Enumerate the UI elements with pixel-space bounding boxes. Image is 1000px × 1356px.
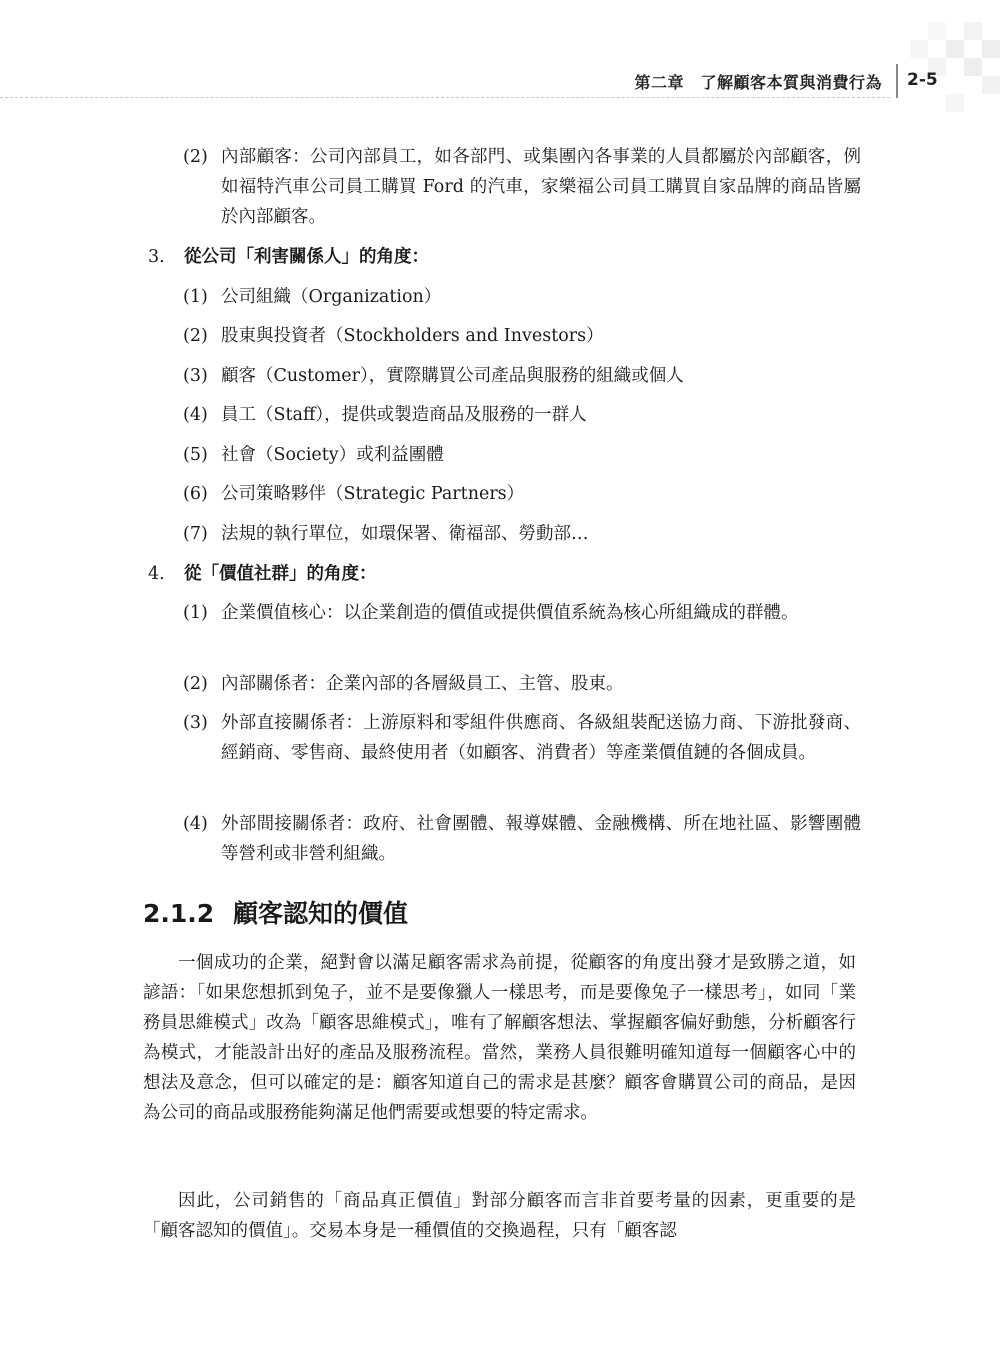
list-item-text: 顧客（Customer），實際購買公司產品與服務的組織或個人 xyxy=(221,366,684,386)
list-item-text: 法規的執行單位，如環保署、衛福部、勞動部… xyxy=(221,524,589,544)
list-item-number: (4) xyxy=(183,814,208,834)
list-item-number: (7) xyxy=(183,524,208,544)
list-item-number: (1) xyxy=(183,287,208,307)
header-separator xyxy=(896,64,898,98)
list-item-text: 外部間接關係者：政府、社會團體、報導媒體、金融機構、所在地社區、影響團體等營利或非營利組織。 xyxy=(221,814,861,864)
page-number: 2-5 xyxy=(907,70,938,90)
subheading-number: 4. xyxy=(148,564,165,584)
list-item-text: 內部關係者：企業內部的各層級員工、主管、股東。 xyxy=(221,674,624,694)
section-number: 2.1.2 xyxy=(143,899,215,928)
subheading-stakeholders xyxy=(148,242,429,272)
list-item-text: 員工（Staff），提供或製造商品及服務的一群人 xyxy=(221,405,587,425)
section-title-text: 顧客認知的價值 xyxy=(233,899,409,928)
subheading-number: 3. xyxy=(148,247,165,267)
header-divider xyxy=(0,97,890,98)
subheading-value-community xyxy=(148,559,377,589)
list-item-number: (2) xyxy=(183,326,208,346)
list-item-number: (5) xyxy=(183,445,208,465)
list-item-text: 企業價值核心：以企業創造的價值或提供價值系統為核心所組織成的群體。 xyxy=(221,603,799,623)
chapter-title: 第二章 了解顧客本質與消費行為 xyxy=(634,73,882,92)
list-item-text: 公司策略夥伴（Strategic Partners） xyxy=(221,484,525,504)
list-item-text: 外部直接關係者：上游原料和零組件供應商、各級組裝配送協力商、下游批發商、經銷商、零售商、最終使用者（如顧客、消費者）等產業價值鏈的各個成員。 xyxy=(221,713,861,763)
list-item-text: 社會（Society）或利益團體 xyxy=(221,445,444,465)
list-item-number: (4) xyxy=(183,405,208,425)
list-item-text: 內部顧客：公司內部員工，如各部門、或集團內各事業的人員都屬於內部顧客，例如福特汽車公司員工購買 Ford 的汽車，家樂福公司員工購買自家品牌的商品皆屬於內部顧客。 xyxy=(221,147,861,227)
list-item-number: (3) xyxy=(183,713,208,733)
list-item-number: (2) xyxy=(183,674,208,694)
body-paragraph: 因此，公司銷售的「商品真正價值」對部分顧客而言非首要考量的因素，更重要的是「顧客認知的價值」。交易本身是一種價值的交換過程，只有「顧客認 xyxy=(143,1191,856,1241)
list-item-number: (3) xyxy=(183,366,208,386)
list-item-number: (2) xyxy=(183,147,208,167)
body-paragraph: 一個成功的企業，絕對會以滿足顧客需求為前提，從顧客的角度出發才是致勝之道，如諺語：「如果您想抓到兔子，並不是要像獵人一樣思考，而是要像兔子一樣思考」，如同「業務員思維模式」改為「顧客思維模式」，唯有了解顧客想法、掌握顧客偏好動態，分析顧客行為模式，才能設計出好的產品及服務流程。當然，業務人員很難明確知道每一個顧客心中的想法及意念，但可以確定的是：顧客知道自己的需求是甚麼？顧客會購買公司的商品，是因為公司的商品或服務能夠滿足他們需要或想要的特定需求。 xyxy=(143,953,856,1123)
list-item-number: (6) xyxy=(183,484,208,504)
subheading-text: 從「價值社群」的角度： xyxy=(184,564,377,584)
list-item-text: 公司組織（Organization） xyxy=(221,287,442,307)
list-item-text: 股東與投資者（Stockholders and Investors） xyxy=(221,326,604,346)
subheading-text: 從公司「利害關係人」的角度： xyxy=(184,247,429,267)
section-heading xyxy=(143,896,408,932)
list-item-number: (1) xyxy=(183,603,208,623)
list-item xyxy=(183,142,863,232)
